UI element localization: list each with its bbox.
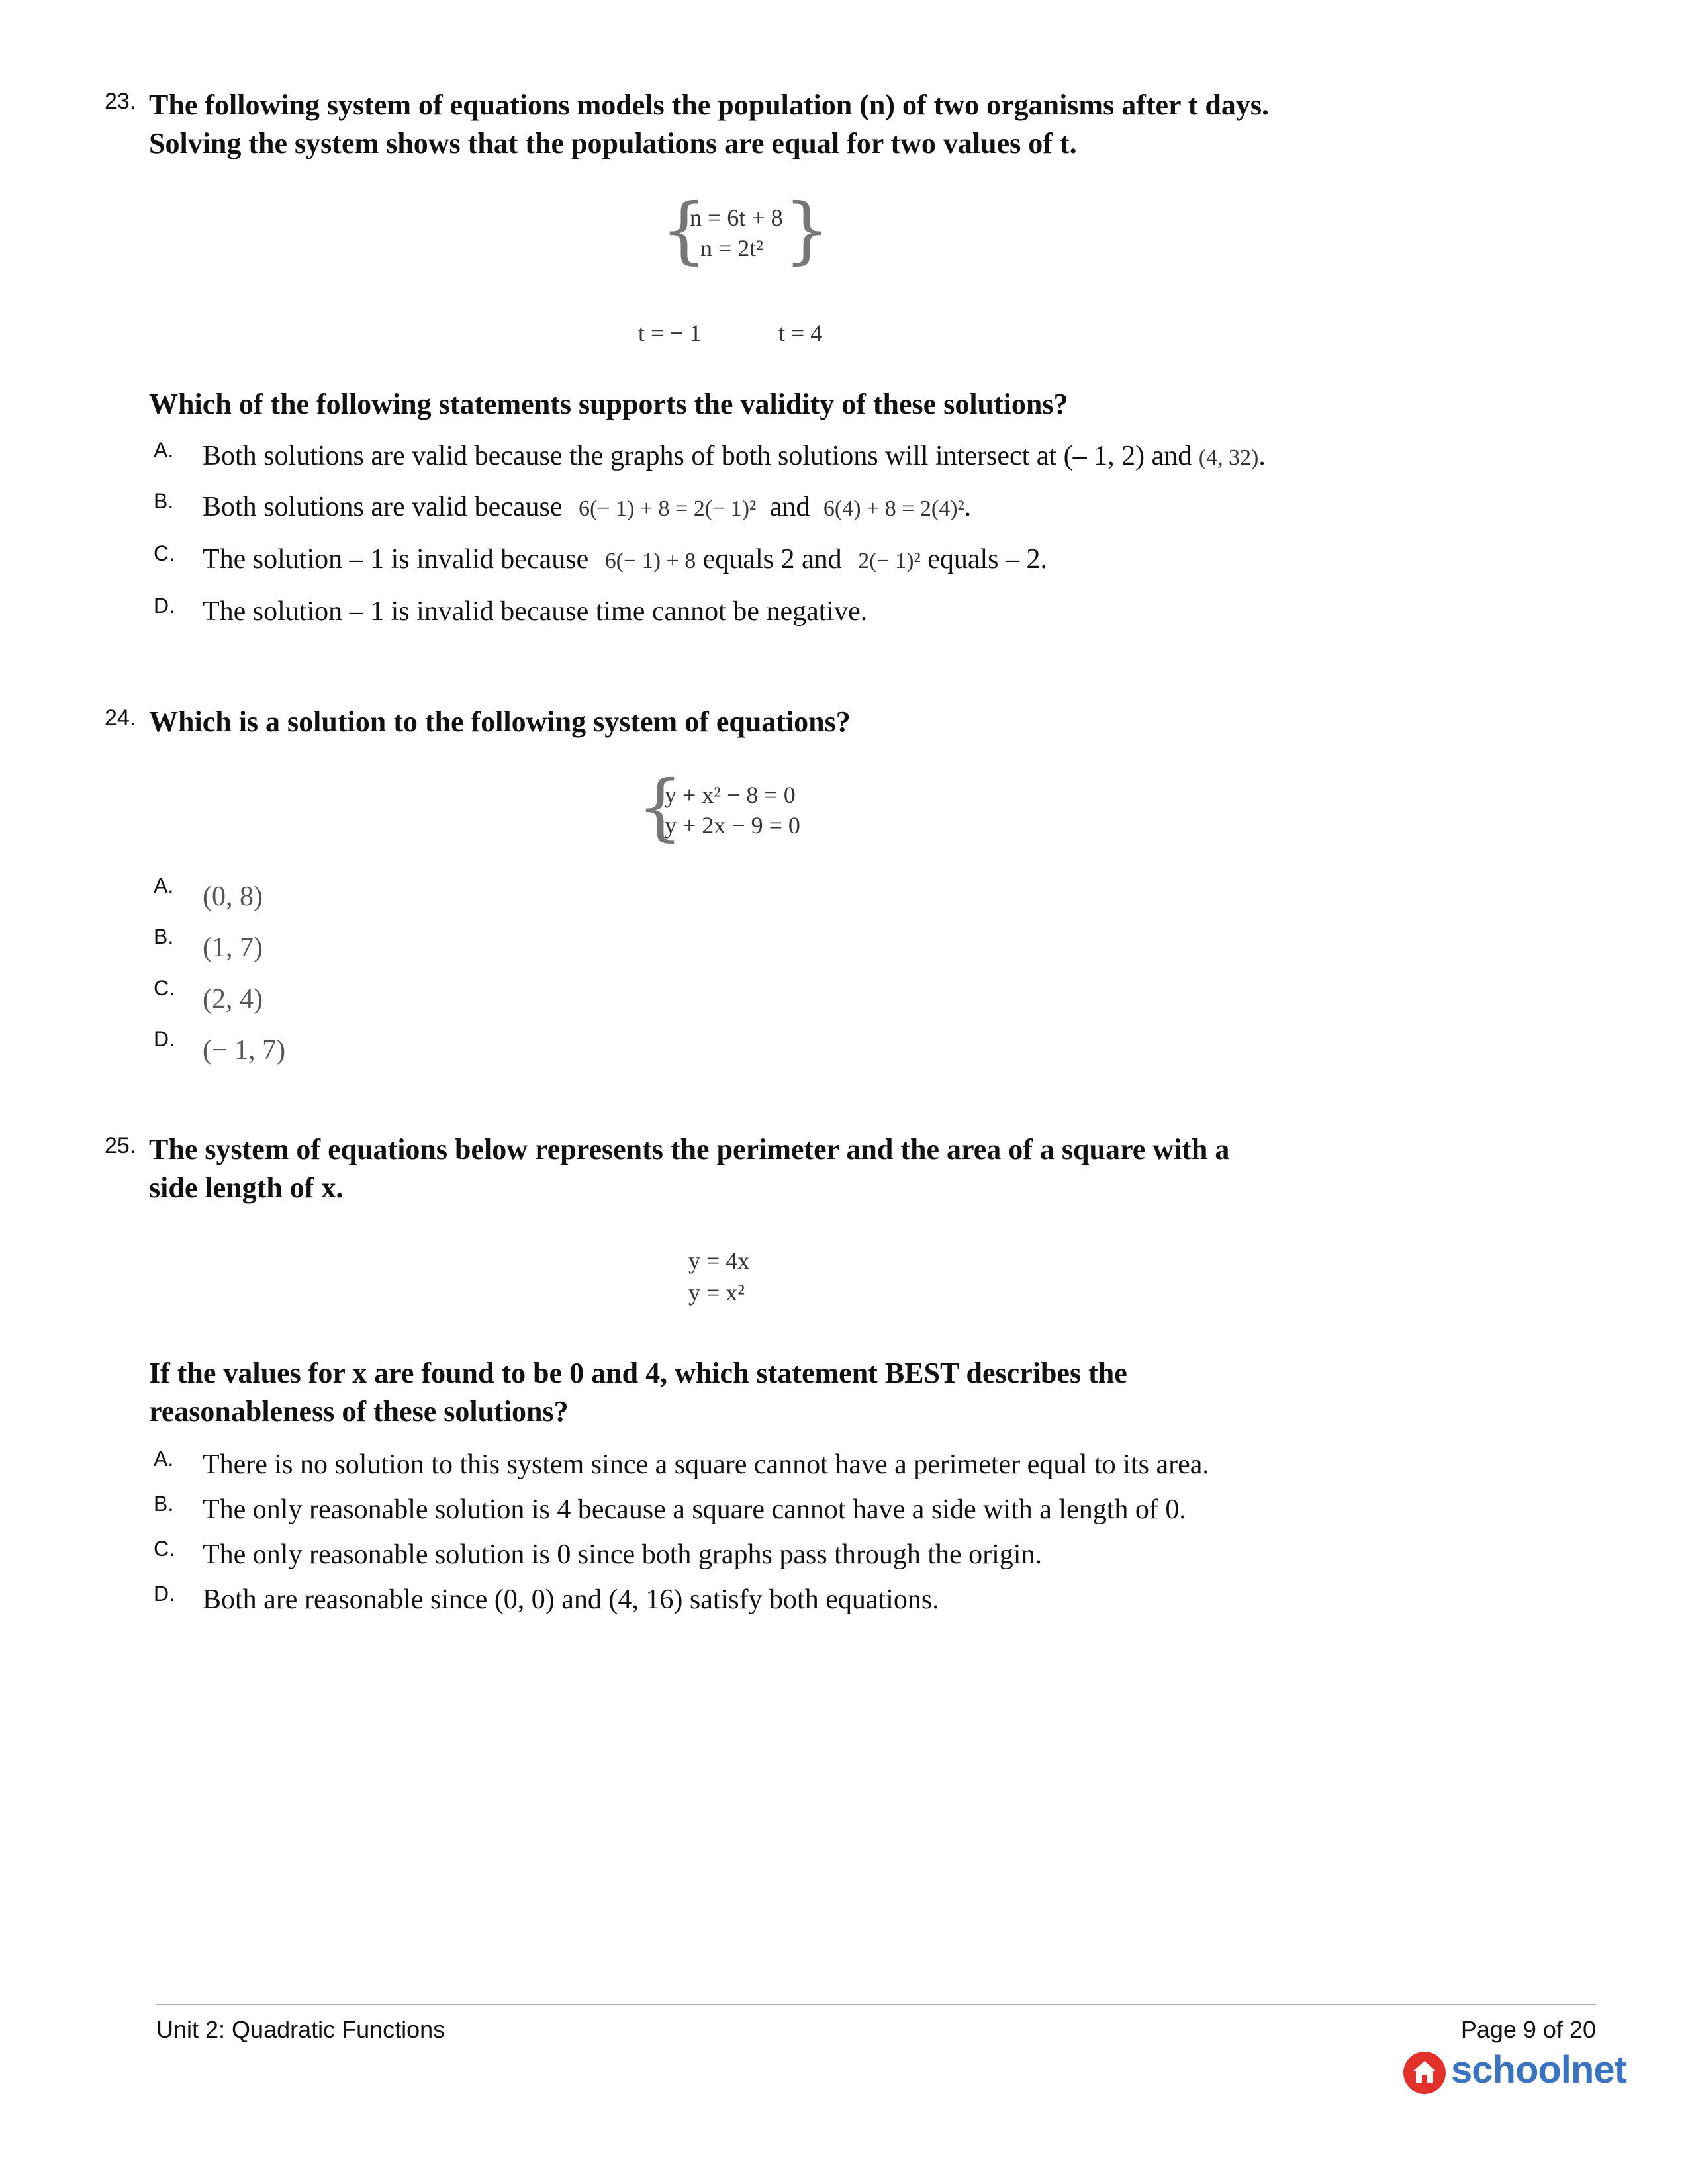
question-stem: Which is a solution to the following system of equations?: [149, 705, 851, 738]
question-24: 24. Which is a solution to the following system of equations? { y + x² − 8 = 0 y + 2x − 9 = 0 A. (0, 8) B. (1, 7) C. (2, 4) D. (− 1, 7): [105, 703, 1561, 1073]
equation-2: y = x²: [688, 1279, 745, 1306]
right-brace: }: [784, 187, 830, 272]
solution-2: t = 4: [778, 320, 823, 346]
system-equation-2: n = 2t²: [700, 235, 764, 261]
solution-1: t = − 1: [638, 320, 702, 346]
question-stem: The following system of equations models the population (n) of two organisms after t days. Solving the system shows that the populations are equal for two values of t.: [149, 89, 1270, 159]
question-prompt: Which of the following statements supports the validity of these solutions?: [149, 388, 1068, 420]
question-number: 25.: [105, 1133, 136, 1158]
question-23: 23. The following system of equations models the population (n) of two organisms after t days. Solving the system shows that the populations are equal for two values of t. { } n = 6t + 8 n = 2t² t = − 1 t = 4 Which of the following statements supports the validity of these solutions? A. Both solutions are valid because the graphs of both solutions will intersect at (– 1, 2) and (4, 32). B. Both solutions are valid because 6(− 1) + 8 = 2(− 1)² and 6(4) + 8 = 2(4)². C. The solution – 1 is invalid because 6(− 1) + 8 equals 2 and 2(− 1)² equals – 2. D. The solution – 1 is invalid because time cannot be negative.: [105, 86, 1561, 642]
left-brace: {: [637, 764, 683, 849]
system-equation-1: n = 6t + 8: [690, 205, 783, 231]
question-number: 23.: [105, 89, 136, 114]
left-brace: {: [661, 187, 707, 272]
question-25: 25. The system of equations below represents the perimeter and the area of a square with a side length of x. y = 4x y = x² If the values for x are found to be 0 and 4, which statement BEST describes the reasonableness of these solutions? A. There is no solution to this system since a square cannot have a perimeter equal to its area. B. The only reasonable solution is 4 because a square cannot have a side with a length of 0. C. The only reasonable solution is 0 since both graphs pass through the origin. D. Both are reasonable since (0, 0) and (4, 16) satisfy both equations.: [105, 1130, 1561, 1620]
question-number: 24.: [105, 705, 136, 731]
system-equation-1: y + x² − 8 = 0: [665, 782, 796, 808]
system-equation-2: y + 2x − 9 = 0: [665, 812, 800, 839]
logo-wordmark: schoolnet: [1451, 2048, 1626, 2091]
page-number: Page 9 of 20: [1460, 2016, 1596, 2043]
schoolnet-logo: [1403, 2046, 1626, 2097]
question-stem: The system of equations below represents the perimeter and the area of a square with a side length of x.: [149, 1133, 1230, 1204]
footer-divider: [156, 2004, 1596, 2005]
footer-unit-title: Unit 2: Quadratic Functions: [156, 2016, 445, 2043]
question-prompt: If the values for x are found to be 0 and 4, which statement BEST describes the reasonableness of these solutions?: [149, 1357, 1127, 1428]
equation-1: y = 4x: [688, 1248, 750, 1274]
home-icon: [1403, 2052, 1446, 2094]
